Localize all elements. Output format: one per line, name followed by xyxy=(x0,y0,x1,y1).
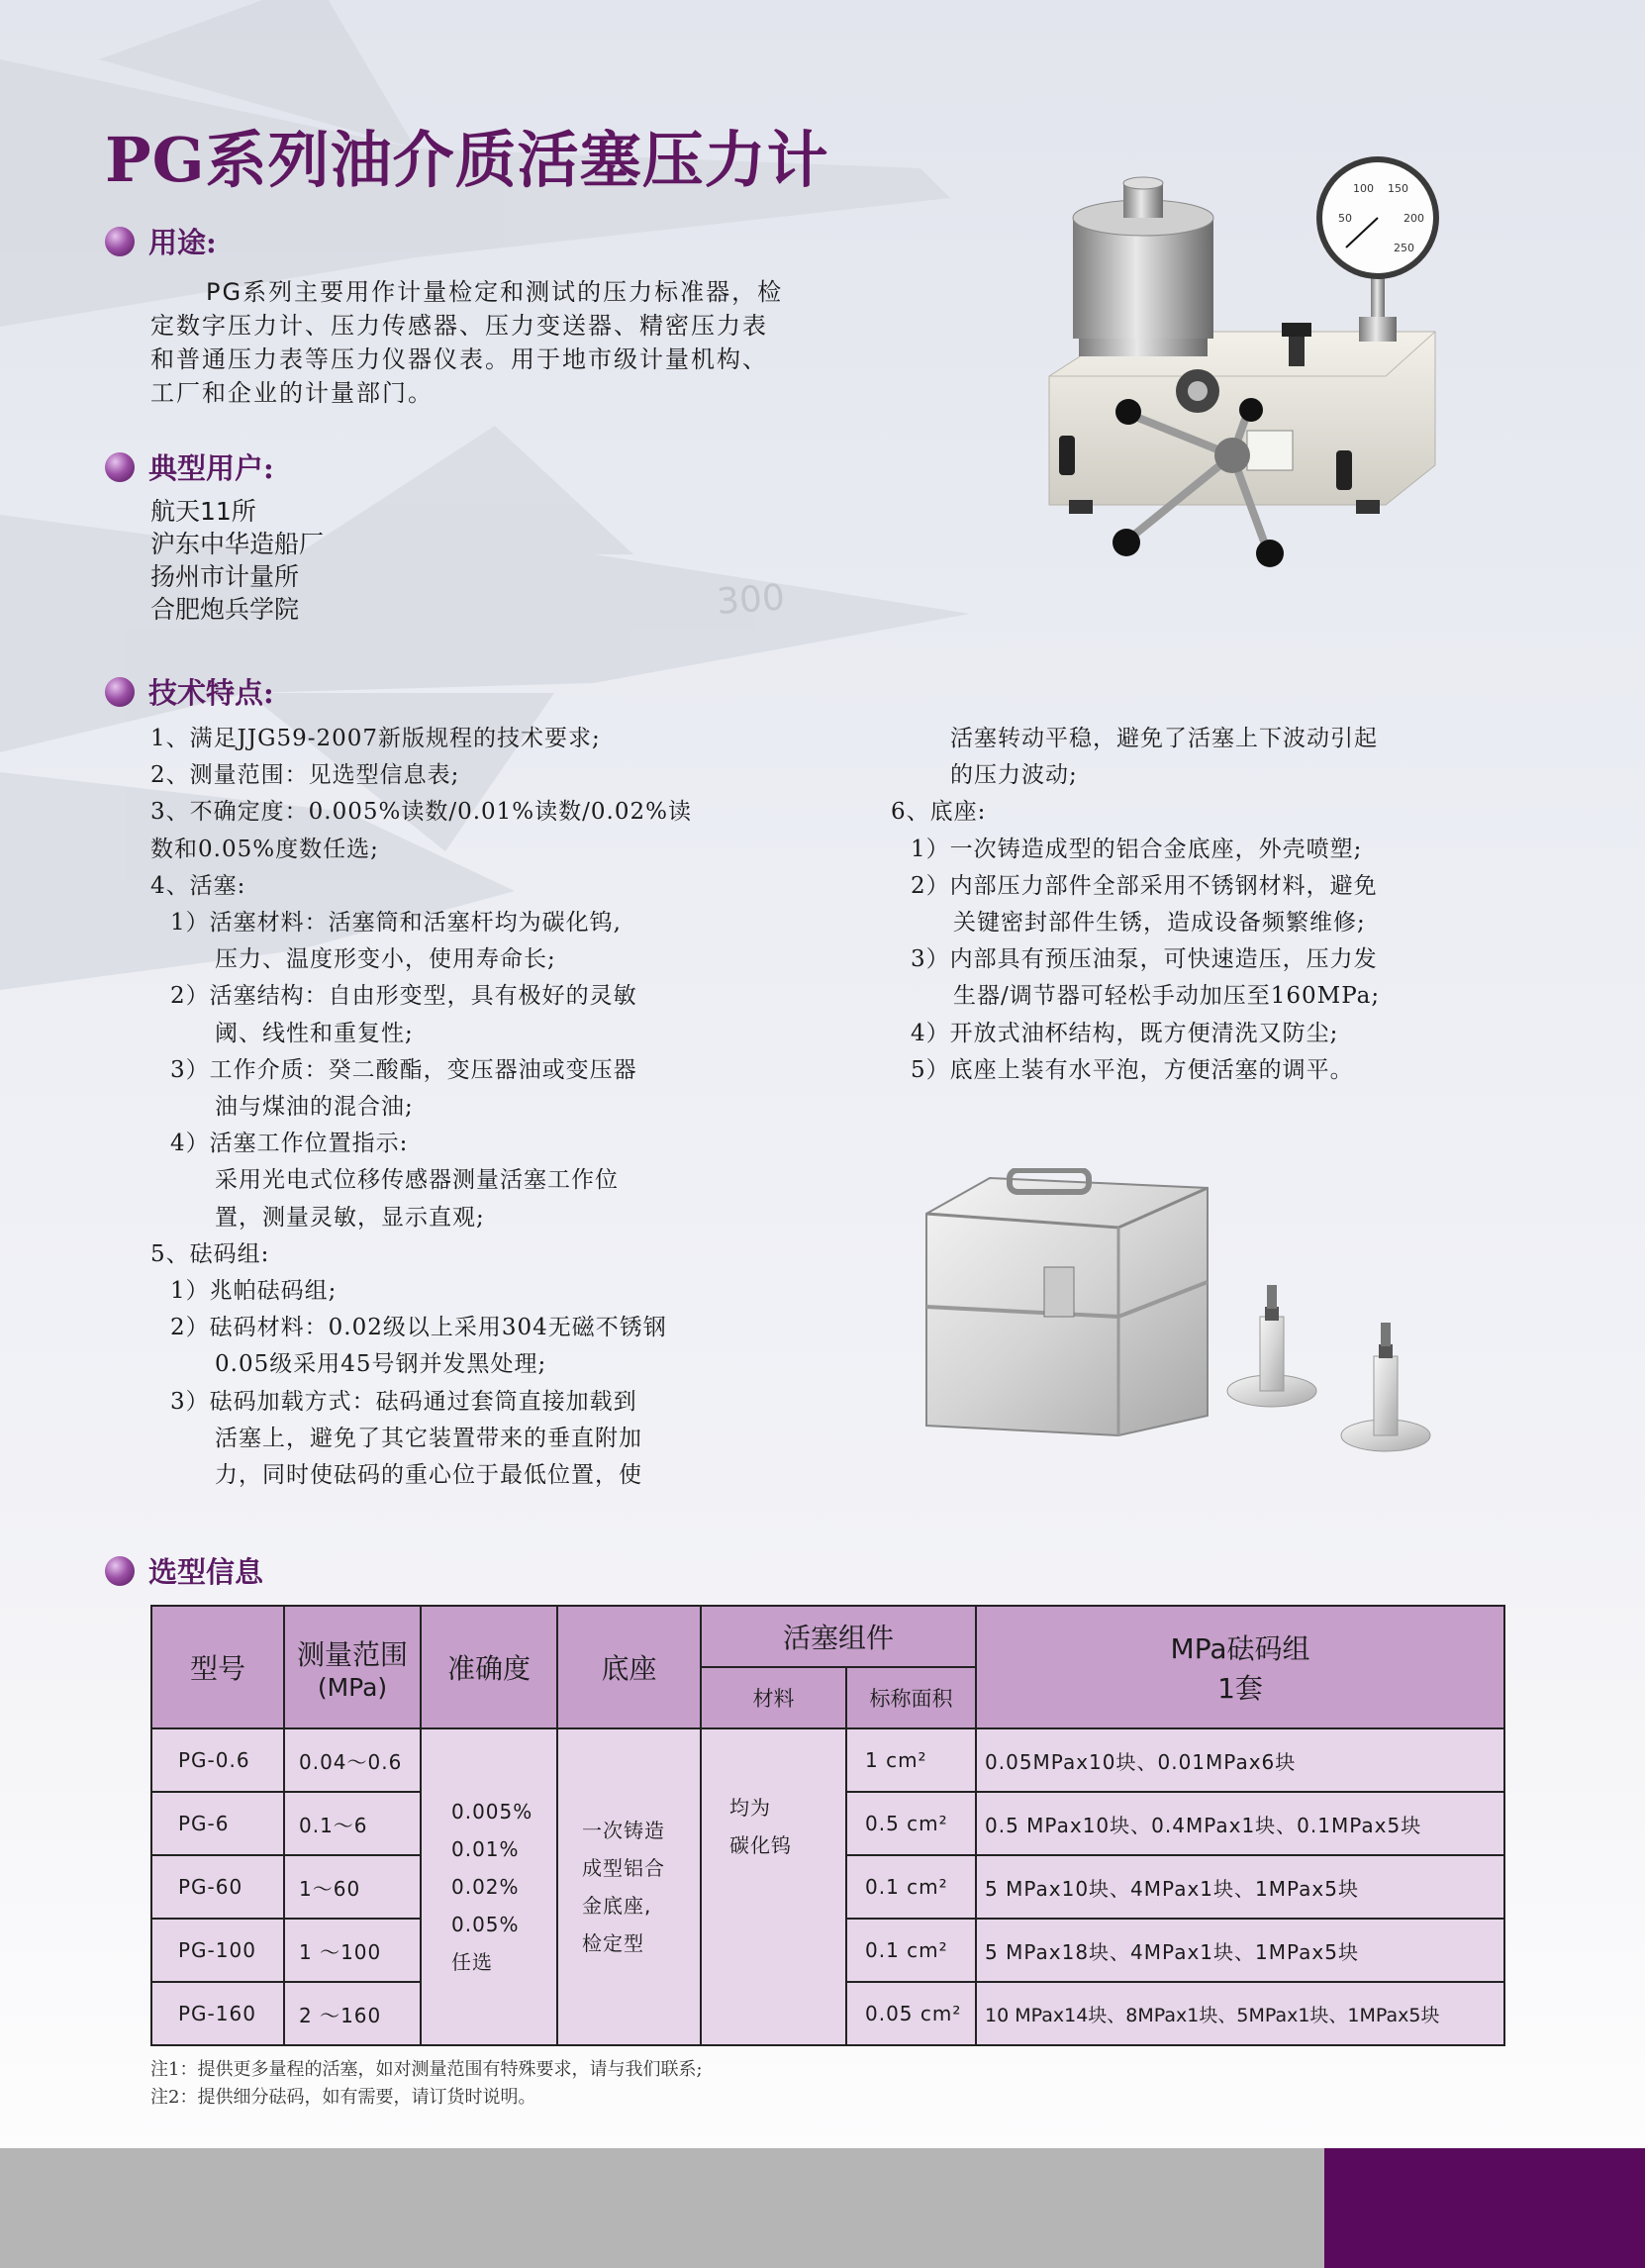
feature-line: 采用光电式位移传感器测量活塞工作位 xyxy=(215,1167,619,1194)
material-line: 碳化钨 xyxy=(729,1833,792,1857)
cell-range: 1～60 xyxy=(284,1855,421,1919)
features-heading-text: 技术特点: xyxy=(148,676,274,710)
cell-area: 1 cm² xyxy=(846,1728,976,1792)
usage-line: 定数字压力计、压力传感器、压力变送器、精密压力表 xyxy=(150,312,768,340)
cell-material xyxy=(701,1728,846,2045)
base-line: 金底座, xyxy=(582,1894,652,1918)
features-right-column xyxy=(891,721,1380,1089)
cell-model: PG-6 xyxy=(151,1792,284,1855)
feature-line: 置，测量灵敏，显示直观; xyxy=(215,1204,485,1231)
selection-table xyxy=(150,1605,1505,2046)
feature-line: 力，同时使砝码的重心位于最低位置，使 xyxy=(215,1462,642,1489)
header-range xyxy=(284,1606,421,1728)
feature-line: 数和0.05%度数任选; xyxy=(150,836,379,862)
cell-area: 0.5 cm² xyxy=(846,1792,976,1855)
cell-model: PG-160 xyxy=(151,1982,284,2045)
cell-weights: 5 MPax10块、4MPax1块、1MPax5块 xyxy=(976,1855,1504,1919)
feature-line: 生器/调节器可轻松手动加压至160MPa; xyxy=(953,983,1381,1010)
cell-area: 0.05 cm² xyxy=(846,1982,976,2045)
selection-heading xyxy=(105,1550,263,1591)
features-heading xyxy=(105,671,274,712)
feature-line: 5）底座上装有水平泡，方便活塞的调平。 xyxy=(911,1056,1354,1083)
feature-line: 3）砝码加载方式：砝码通过套筒直接加载到 xyxy=(170,1388,637,1415)
gauge-tick-label: 150 xyxy=(1388,182,1408,195)
cell-range: 1 ～100 xyxy=(284,1919,421,1982)
feature-line: 3）内部具有预压油泵，可快速造压，压力发 xyxy=(911,946,1378,973)
cell-model: PG-60 xyxy=(151,1855,284,1919)
feature-line: 压力、温度形变小，使用寿命长; xyxy=(215,946,556,973)
cell-weights: 0.5 MPax10块、0.4MPax1块、0.1MPax5块 xyxy=(976,1792,1504,1855)
usage-paragraph xyxy=(150,275,893,410)
feature-line: 3、不确定度：0.005%读数/0.01%读数/0.02%读 xyxy=(150,799,692,826)
carrying-case-photo xyxy=(920,1168,1435,1485)
cell-range: 0.1～6 xyxy=(284,1792,421,1855)
header-range-unit: (MPa) xyxy=(317,1672,388,1702)
accuracy-line: 0.005% xyxy=(451,1800,533,1824)
feature-line: 4、活塞: xyxy=(150,872,246,899)
feature-line: 0.05级采用45号钢并发黑处理; xyxy=(215,1351,547,1378)
section-bullet-icon xyxy=(105,677,135,707)
feature-line: 阈、线性和重复性; xyxy=(215,1020,414,1046)
gauge-tick-label: 50 xyxy=(1338,212,1352,225)
feature-line: 活塞上，避免了其它装置带来的垂直附加 xyxy=(215,1425,642,1451)
feature-line: 1、满足JJG59-2007新版规程的技术要求; xyxy=(150,726,601,751)
base-line: 成型铝合 xyxy=(582,1856,665,1880)
accuracy-line: 0.05% xyxy=(451,1913,520,1936)
cell-area: 0.1 cm² xyxy=(846,1919,976,1982)
users-list xyxy=(150,495,324,626)
note-line: 注1：提供更多量程的活塞，如对测量范围有特殊要求，请与我们联系; xyxy=(150,2059,703,2080)
feature-line: 1）活塞材料：活塞筒和活塞杆均为碳化钨, xyxy=(170,910,622,937)
features-left-column xyxy=(150,721,692,1494)
cell-accuracy xyxy=(421,1728,557,2045)
cell-weights: 0.05MPax10块、0.01MPax6块 xyxy=(976,1728,1504,1792)
header-material: 材料 xyxy=(701,1667,846,1728)
jet-number: 300 xyxy=(715,577,787,623)
header-range-label: 测量范围 xyxy=(296,1637,408,1671)
feature-line: 4）开放式油杯结构，既方便清洗又防尘; xyxy=(911,1020,1339,1046)
section-bullet-icon xyxy=(105,452,135,482)
usage-line: PG系列主要用作计量检定和测试的压力标准器，检 xyxy=(206,278,784,306)
feature-line: 油与煤油的混合油; xyxy=(215,1094,414,1121)
user-item: 航天11所 xyxy=(150,497,256,526)
header-weights-qty: 1套 xyxy=(1217,1672,1263,1705)
accuracy-line: 0.01% xyxy=(451,1837,520,1861)
cell-model: PG-0.6 xyxy=(151,1728,284,1792)
cell-area: 0.1 cm² xyxy=(846,1855,976,1919)
feature-line: 关键密封部件生锈，造成设备频繁维修; xyxy=(953,910,1366,937)
cell-range: 2 ～160 xyxy=(284,1982,421,2045)
header-accuracy: 准确度 xyxy=(421,1606,557,1728)
accuracy-line: 任选 xyxy=(451,1950,493,1974)
material-line: 均为 xyxy=(729,1796,771,1820)
header-weights-label: MPa砝码组 xyxy=(1170,1632,1310,1665)
usage-heading-text: 用途: xyxy=(148,226,217,259)
header-weights xyxy=(976,1606,1504,1728)
base-line: 一次铸造 xyxy=(582,1819,665,1842)
feature-line: 5、砝码组: xyxy=(150,1240,270,1267)
header-piston: 活塞组件 xyxy=(701,1606,976,1667)
feature-line: 2）活塞结构：自由形变型，具有极好的灵敏 xyxy=(170,983,637,1010)
cell-weights: 10 MPax14块、8MPax1块、5MPax1块、1MPax5块 xyxy=(976,1982,1504,2045)
table-notes xyxy=(150,2056,703,2112)
header-area: 标称面积 xyxy=(846,1667,976,1728)
cell-range: 0.04～0.6 xyxy=(284,1728,421,1792)
users-heading xyxy=(105,446,274,487)
usage-line: 和普通压力表等压力仪器仪表。用于地市级计量机构、 xyxy=(150,345,768,373)
usage-line: 工厂和企业的计量部门。 xyxy=(150,379,434,407)
feature-line: 2、测量范围：见选型信息表; xyxy=(150,762,460,789)
header-base: 底座 xyxy=(557,1606,701,1728)
section-bullet-icon xyxy=(105,1556,135,1586)
feature-line: 2）内部压力部件全部采用不锈钢材料，避免 xyxy=(911,872,1378,899)
header-model: 型号 xyxy=(151,1606,284,1728)
user-item: 沪东中华造船厂 xyxy=(150,530,325,558)
selection-heading-text: 选型信息 xyxy=(148,1555,264,1589)
user-item: 扬州市计量所 xyxy=(150,562,300,591)
feature-line: 4）活塞工作位置指示: xyxy=(170,1131,409,1157)
base-line: 检定型 xyxy=(582,1931,644,1955)
page-title: PG系列油介质活塞压力计 xyxy=(105,124,829,196)
gauge-tick-label: 100 xyxy=(1353,182,1374,195)
usage-heading xyxy=(105,221,217,261)
gauge-tick-label: 200 xyxy=(1403,212,1424,225)
cell-model: PG-100 xyxy=(151,1919,284,1982)
feature-line: 1）兆帕砝码组; xyxy=(170,1278,338,1305)
accuracy-line: 0.02% xyxy=(451,1875,520,1899)
gauge-tick-label: 250 xyxy=(1394,242,1414,254)
cell-base xyxy=(557,1728,701,2045)
section-bullet-icon xyxy=(105,227,135,256)
feature-line: 的压力波动; xyxy=(950,762,1078,789)
user-item: 合肥炮兵学院 xyxy=(150,595,300,624)
footer-accent xyxy=(1324,2148,1645,2268)
feature-line: 活塞转动平稳，避免了活塞上下波动引起 xyxy=(950,726,1378,751)
users-heading-text: 典型用户: xyxy=(148,451,274,485)
feature-line: 1）一次铸造成型的铝合金底座，外壳喷塑; xyxy=(911,836,1363,862)
feature-line: 6、底座: xyxy=(891,799,987,826)
table-row xyxy=(151,1728,1504,1792)
cell-weights: 5 MPax18块、4MPax1块、1MPax5块 xyxy=(976,1919,1504,1982)
feature-line: 2）砝码材料：0.02级以上采用304无磁不锈钢 xyxy=(170,1315,667,1341)
piston-gauge-photo xyxy=(1029,148,1465,574)
feature-line: 3）工作介质：癸二酸酯，变压器油或变压器 xyxy=(170,1056,637,1083)
note-line: 注2：提供细分砝码，如有需要，请订货时说明。 xyxy=(150,2087,536,2108)
